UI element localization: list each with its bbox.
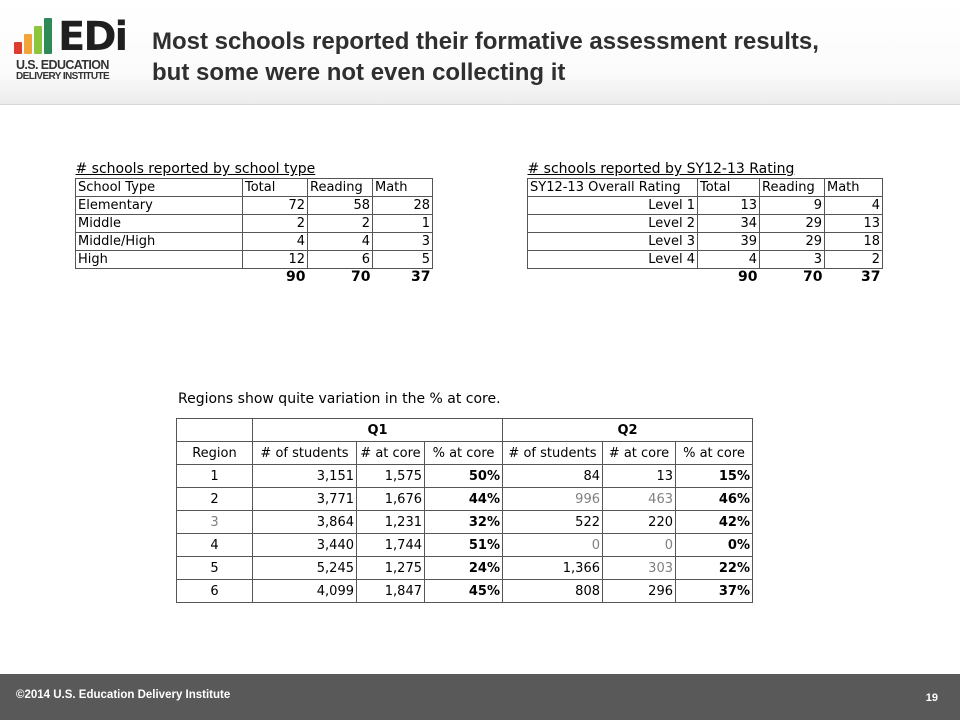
region-cell: 6 — [177, 580, 253, 603]
table-cell: Level 1 — [528, 197, 698, 215]
table-cell: 1,575 — [357, 465, 425, 488]
table-cell: Elementary — [76, 197, 243, 215]
table-header-row — [528, 179, 883, 197]
column-header: % at core — [425, 442, 503, 465]
rating-table — [527, 161, 883, 286]
table-cell: 50% — [425, 465, 503, 488]
table-cell: 220 — [603, 511, 676, 534]
total-cell: 90 — [286, 269, 306, 285]
table-header-row — [76, 179, 433, 197]
table-cell: 1,275 — [357, 557, 425, 580]
school-type-table — [75, 161, 433, 286]
column-header: Reading — [760, 179, 825, 197]
table-row — [177, 488, 753, 511]
column-header: SY12-13 Overall Rating — [528, 179, 698, 197]
table-cell: 6 — [308, 251, 373, 269]
column-header: Total — [698, 179, 760, 197]
table-row — [528, 215, 883, 233]
table-cell: Level 3 — [528, 233, 698, 251]
q2-header: Q2 — [503, 419, 753, 442]
slide-title — [152, 26, 932, 88]
table-cell: 1,366 — [503, 557, 603, 580]
total-cell: 70 — [351, 269, 371, 285]
totals-spacer — [76, 269, 243, 287]
region-cell: 1 — [177, 465, 253, 488]
table-cell: Level 4 — [528, 251, 698, 269]
table-cell: 0% — [676, 534, 753, 557]
table-cell: 58 — [308, 197, 373, 215]
table-cell: 3,771 — [253, 488, 357, 511]
table-cell: 29 — [760, 215, 825, 233]
table-row — [177, 580, 753, 603]
table-cell: 37% — [676, 580, 753, 603]
table-cell: 84 — [503, 465, 603, 488]
table-row — [76, 215, 433, 233]
column-header: Reading — [308, 179, 373, 197]
table-cell: High — [76, 251, 243, 269]
slide-footer — [0, 674, 960, 720]
column-header: % at core — [676, 442, 753, 465]
table-cell: 0 — [603, 534, 676, 557]
logo-bars-icon — [14, 18, 60, 54]
table-cell: 3 — [760, 251, 825, 269]
table-cell: 12 — [243, 251, 308, 269]
slide-header — [0, 0, 960, 105]
table-cell: 28 — [373, 197, 433, 215]
table-cell: 22% — [676, 557, 753, 580]
table-cell: 15% — [676, 465, 753, 488]
column-header: # of students — [503, 442, 603, 465]
rating-caption: # schools reported by SY12-13 Rating — [527, 161, 795, 177]
table-cell: 4 — [308, 233, 373, 251]
table-cell: 1,744 — [357, 534, 425, 557]
copyright-text: ©2014 U.S. Education Delivery Institute — [16, 689, 231, 701]
table-row — [528, 197, 883, 215]
table-cell: 46% — [676, 488, 753, 511]
logo-brand: EDi — [58, 14, 127, 60]
totals-spacer — [528, 269, 698, 287]
table-cell: 13 — [603, 465, 676, 488]
totals-row — [76, 269, 433, 287]
table-row — [76, 233, 433, 251]
table-cell: Middle — [76, 215, 243, 233]
table-cell: 2 — [825, 251, 883, 269]
table-cell: 44% — [425, 488, 503, 511]
table-cell: 18 — [825, 233, 883, 251]
table-cell: 3 — [373, 233, 433, 251]
table-cell: 3,864 — [253, 511, 357, 534]
table-cell: 13 — [825, 215, 883, 233]
table-cell: 45% — [425, 580, 503, 603]
region-cell: 3 — [177, 511, 253, 534]
table-cell: Middle/High — [76, 233, 243, 251]
table-row — [177, 511, 753, 534]
table-row — [76, 251, 433, 269]
logo-line2: DELIVERY INSTITUTE — [16, 71, 110, 82]
column-header: # of students — [253, 442, 357, 465]
table-cell: 4 — [825, 197, 883, 215]
table-cell: 24% — [425, 557, 503, 580]
q1-header: Q1 — [253, 419, 503, 442]
column-header: # at core — [603, 442, 676, 465]
table-row — [177, 465, 753, 488]
column-header: Math — [825, 179, 883, 197]
table-cell: 9 — [760, 197, 825, 215]
table-cell: 5 — [373, 251, 433, 269]
table-cell: 0 — [503, 534, 603, 557]
title-line-2: but some were not even collecting it — [152, 59, 566, 86]
table-cell: 2 — [308, 215, 373, 233]
table-cell: 3,440 — [253, 534, 357, 557]
table-cell: 39 — [698, 233, 760, 251]
column-header-row — [177, 442, 753, 465]
table-cell: 32% — [425, 511, 503, 534]
column-header: # at core — [357, 442, 425, 465]
table-cell: 3,151 — [253, 465, 357, 488]
region-cell: 5 — [177, 557, 253, 580]
table-cell: 51% — [425, 534, 503, 557]
table-cell: 34 — [698, 215, 760, 233]
edi-logo — [14, 14, 127, 88]
table-cell: 4,099 — [253, 580, 357, 603]
table-cell: 1,847 — [357, 580, 425, 603]
table-cell: 996 — [503, 488, 603, 511]
table-row — [76, 197, 433, 215]
table-row — [528, 251, 883, 269]
table-cell: 13 — [698, 197, 760, 215]
total-cell: 37 — [411, 269, 431, 285]
column-header: Math — [373, 179, 433, 197]
table-cell: 1,231 — [357, 511, 425, 534]
column-header: Total — [243, 179, 308, 197]
totals-row — [528, 269, 883, 287]
table-row — [528, 233, 883, 251]
logo-line1: U.S. EDUCATION — [16, 58, 109, 72]
region-caption: Regions show quite variation in the % at core. — [178, 391, 501, 407]
total-cell: 90 — [738, 269, 758, 285]
table-cell: 4 — [243, 233, 308, 251]
table-cell: 463 — [603, 488, 676, 511]
table-cell: 29 — [760, 233, 825, 251]
total-cell: 37 — [861, 269, 881, 285]
table-cell: 42% — [676, 511, 753, 534]
table-cell: 296 — [603, 580, 676, 603]
table-cell: 2 — [243, 215, 308, 233]
table-cell: 4 — [698, 251, 760, 269]
table-cell: 1 — [373, 215, 433, 233]
table-row — [177, 557, 753, 580]
region-table — [176, 418, 753, 603]
title-line-1: Most schools reported their formative assessment results, — [152, 28, 819, 55]
column-header: School Type — [76, 179, 243, 197]
quarter-header-row — [177, 419, 753, 442]
region-cell: 2 — [177, 488, 253, 511]
table-cell: 522 — [503, 511, 603, 534]
table-cell: 303 — [603, 557, 676, 580]
page-number: 19 — [925, 692, 938, 704]
region-header: Region — [177, 442, 253, 465]
region-cell: 4 — [177, 534, 253, 557]
region-header-top — [177, 419, 253, 442]
table-cell: 808 — [503, 580, 603, 603]
table-cell: 5,245 — [253, 557, 357, 580]
school-type-caption: # schools reported by school type — [75, 161, 316, 177]
table-row — [177, 534, 753, 557]
table-cell: Level 2 — [528, 215, 698, 233]
table-cell: 1,676 — [357, 488, 425, 511]
total-cell: 70 — [803, 269, 823, 285]
table-cell: 72 — [243, 197, 308, 215]
